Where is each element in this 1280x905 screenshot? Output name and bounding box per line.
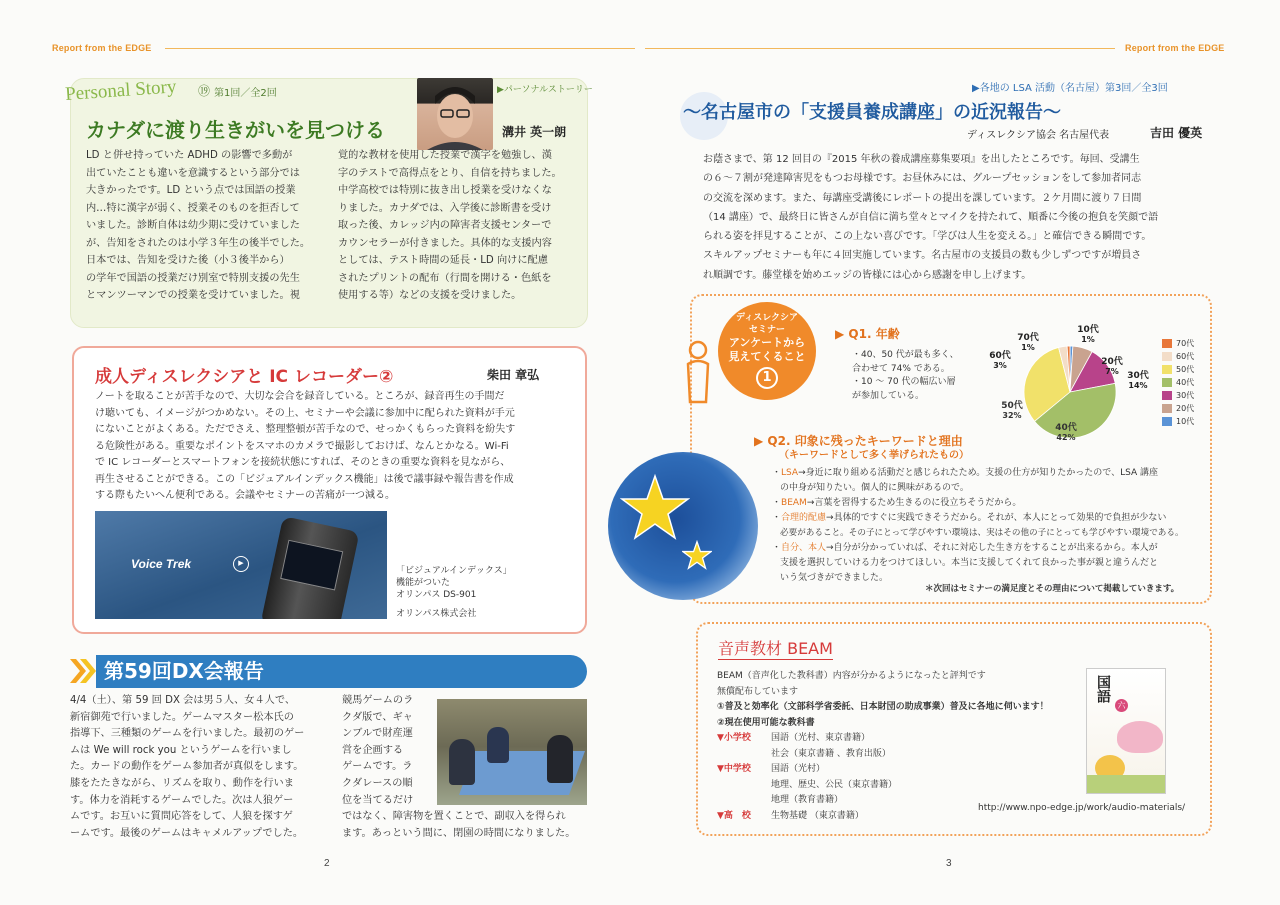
lsa-line: られる姿を拝見することが、この上ない喜びです。「学びは人生を変える。」と確信できる瞬間です。 [703, 231, 1152, 243]
q2-text: 必要があること。その子にとって学びやすい環境は、実はその他の子にとっても学びやすい環境である。 [780, 528, 1184, 538]
ic-line: る危険性がある。重要なポイントをスマホのカメラで撮影しておけば、なんとかなる。Wi-Fi [95, 440, 509, 452]
lsa-line: お蔭さまで、第 12 回目の『2015 年秋の養成講座募集要項』を出したところです。毎回、受講生 [703, 154, 1140, 165]
level-item: 生物基礎 （東京書籍） [771, 810, 864, 821]
legend-item-70代 [1162, 337, 1194, 350]
ps-line: 内…特に漢字が弱く、授業そのものを拒否して [86, 202, 300, 214]
star-icon [620, 472, 690, 542]
lsa-line: （14 講座）で、最終日に皆さんが自信に満ち堂々とマイクを持たれて、順番に今後の抱負を笑顔で語 [703, 211, 1159, 223]
ic-line: ノートを取ることが苦手なので、大切な会合を録音している。ところが、録音再生の手間だ [95, 391, 505, 402]
person-icon [684, 340, 712, 410]
ps-line: カウンセラーが付きました。具体的な支援内容 [338, 237, 552, 249]
dx-line: クダレースの順 [342, 777, 413, 789]
level-item: 地理、歴史、公民（東京書籍） [771, 779, 898, 790]
legend-label: 70代 [1176, 339, 1195, 348]
pie-label-70代: 70代 1% [1017, 333, 1039, 352]
header-right: Report from the EDGE [1125, 43, 1225, 53]
dx-report-title: 第59回DX会報告 [104, 659, 264, 683]
pie-label-60代: 60代 3% [989, 351, 1011, 370]
lsa-line: れ順調です。藤堂様を始めエッジの皆様には心から感謝を申し上げます。 [703, 269, 1032, 281]
ps-line: 中学高校では特別に抜き出し授業を受けなくな [338, 185, 552, 196]
q2-text: いう気づきができました。 [780, 573, 889, 583]
dx-line: す。体力を消耗するゲームでした。次は人狼ゲー [70, 794, 294, 806]
q2-key: 合理的配慮 [781, 513, 827, 523]
header-rule-right [645, 48, 1115, 49]
device-brand-text: Voice Trek [131, 557, 192, 571]
beam-levels [717, 731, 957, 824]
lsa-line: の６〜７割が発達障害児をもつお母様です。お昼休みには、グループセッションをして参加者同志 [703, 173, 1142, 185]
pie-label-10代: 10代 1% [1077, 325, 1099, 344]
book-title: 国語 [1095, 675, 1111, 703]
lsa-body [703, 150, 1213, 285]
ic-recorder-photo [95, 511, 387, 619]
dx-report-col1 [70, 693, 332, 842]
person-figure [547, 735, 573, 783]
q2-key: 自分、本人 [781, 543, 827, 553]
q2-item-hairyo: ・合理的配慮→具体的ですぐに実践できそうだから。それが、本人にとって効果的で負担が少ない [772, 513, 1167, 523]
dx-arrow-icon [70, 659, 96, 683]
dx-line: た。カードの動作をゲーム参加者が真似をします。 [70, 761, 304, 773]
legend-item-40代 [1162, 376, 1194, 389]
dx-line: ゲームです。ラ [342, 761, 413, 773]
beam-point: ①普及と効率化（文部科学省委託、日本財団の助成事業）普及に各地に伺います！ [717, 702, 1049, 712]
q2-subtitle: （キーワードとして多く挙げられたもの） [779, 450, 969, 461]
dx-line: ます。あっという間に、閉園の時間になりました。 [342, 827, 576, 839]
level-label: ▼高 校 [717, 810, 751, 821]
legend-label: 60代 [1176, 352, 1195, 361]
level-item: 社会（東京書籍 、教育出版） [771, 748, 891, 759]
pie-legend [1162, 337, 1194, 428]
caption-line: オリンパス DS-901 [396, 590, 477, 600]
q1-title: ▶ Q1. 年齢 [835, 327, 900, 341]
personal-story-category: ▶パーソナルストーリー [497, 85, 593, 95]
legend-label: 30代 [1176, 391, 1195, 400]
header-left: Report from the EDGE [52, 43, 152, 53]
legend-label: 10代 [1176, 417, 1195, 426]
ic-line: する際もたいへん便利である。会議やセミナーの苦痛が一つ減る。 [95, 490, 395, 501]
dx-line: 新宿御苑で行いました。ゲームマスター松本氏の [70, 711, 294, 723]
page-number-left: 2 [324, 858, 330, 869]
beam-body [717, 669, 1087, 731]
ps-line: 使用する等）などの支援を受けました。 [338, 290, 522, 301]
legend-label: 20代 [1176, 404, 1195, 413]
q2-key: LSA [781, 468, 799, 478]
age-pie-chart [960, 320, 1160, 450]
dx-line: ンブルで財産運 [342, 728, 413, 740]
pie-label-30代: 30代 14% [1127, 371, 1149, 390]
recorder-screen [280, 540, 343, 591]
level-item: 国語（光村、東京書籍） [771, 733, 871, 743]
q2-text: の中身が知りたい。個人的に興味があるので。 [780, 483, 969, 493]
dx-line: 指導下、三種類のゲームを行いました。最初のゲー [70, 728, 305, 740]
pie-label-20代: 20代 7% [1101, 357, 1123, 376]
personal-story-col1 [86, 147, 334, 305]
badge-number-circle [756, 367, 778, 389]
q1-note-line: が参加している。 [852, 390, 925, 401]
page-number-right: 3 [946, 858, 952, 869]
q1-note-line: ・10 〜 70 代の幅広い層 [852, 377, 956, 387]
pie-label-40代: 40代 42% [1055, 423, 1077, 442]
q2-text: →言葉を習得するため生きるのに役立ちそうだから。 [806, 498, 1022, 508]
personal-story-author: 溝井 英一朗 [502, 125, 567, 139]
ps-line: 日本では、告知を受けた後（小３後半から） [86, 255, 290, 266]
dx-line: ムです。お互いに質問応答をして、人狼を探すゲ [70, 811, 293, 823]
q2-item-beam: ・BEAM→言葉を習得するため生きるのに役立ちそうだから。 [772, 498, 1022, 508]
textbook-cover [1086, 668, 1166, 794]
ic-line: け聴いても、イメージがつかめない。その上、セミナーや会議に参加中に配られた資料が手元 [95, 407, 515, 419]
play-icon: ▶ [233, 556, 249, 572]
level-item: 地理（教育書籍） [771, 795, 844, 805]
lsa-title: 〜名古屋市の「支援員養成講座」の近況報告〜 [683, 102, 1061, 123]
dx-line: クダ版で、ギャ [342, 711, 413, 723]
ps-line: LD と併せ持っていた ADHD の影響で多動が [86, 150, 293, 161]
badge-line: ディスレクシア [735, 313, 799, 323]
badge-line: 見えてくること [728, 350, 806, 363]
q1-notes [852, 349, 959, 403]
q2-item-jibun: ・自分、本人→自分が分かっていれば、それに対応した生き方をすることが出来るから。本人が [772, 543, 1158, 553]
legend-item-30代 [1162, 389, 1194, 402]
ic-line: で IC レコーダーとスマートフォンを接続状態にすれば、そのときの重要な資料を見ながら、 [95, 457, 511, 468]
legend-item-20代 [1162, 402, 1194, 415]
dx-line: 4/4（土）、第 59 回 DX 会は男５人、女４人で、 [70, 695, 296, 706]
ps-line: されたプリントの配布（行間を開ける・色紙を [338, 272, 552, 284]
elephant-illustration [1117, 721, 1163, 753]
badge-number: 1 [762, 370, 772, 385]
legend-label: 40代 [1176, 378, 1195, 387]
ps-line: りました。カナダでは、入学後に診断書を受け [338, 202, 552, 214]
ic-photo-credit: オリンパス株式会社 [396, 609, 477, 619]
ps-line: 出ていたことも違いを意識するという部分では [86, 167, 300, 179]
personal-story-title: カナダに渡り生きがいを見つける [86, 118, 385, 142]
beam-title: 音声教材 BEAM [718, 636, 833, 660]
personal-story-part: 第1回／全2回 [214, 88, 277, 99]
dx-line: 位を当てるだけ [342, 794, 414, 806]
recorder-device [260, 516, 359, 619]
level-row [717, 762, 957, 809]
legend-swatch [1162, 365, 1172, 374]
level-row [717, 809, 957, 825]
personal-story-col2 [338, 147, 584, 305]
beam-intro: BEAM（音声化した教科書）内容が分かるようになったと評判です [717, 671, 986, 681]
ic-article-body [95, 389, 575, 505]
ps-line: 字のテストで高得点をとり、自信を持ちました。 [338, 167, 562, 179]
dx-line: ではなく、障害物を置くことで、副収入を得られ [342, 811, 566, 822]
ps-line: いました。診断自体は幼少期に受けていました [86, 220, 300, 231]
q1-note-line: 合わせて 74% である。 [852, 363, 950, 374]
level-label: ▼中学校 [717, 764, 751, 774]
star-icon [682, 540, 712, 570]
ic-article-author: 柴田 章弘 [487, 368, 540, 382]
personal-story-label: Personal Story [64, 76, 178, 106]
legend-swatch [1162, 378, 1172, 387]
ic-line: 再生させることができる。この「ビジュアルインデックス機能」は後で議事録や報告書を作成 [95, 473, 514, 485]
lsa-tag: ▶各地の LSA 活動（名古屋）第3回／全3回 [972, 83, 1168, 94]
badge-line: アンケートから [728, 336, 806, 349]
beam-intro: 無償配布しています [717, 686, 799, 697]
beam-url-link[interactable]: http://www.npo-edge.jp/work/audio-materials/ [978, 803, 1186, 813]
caption-line: 機能がついた [396, 578, 451, 588]
legend-label: 50代 [1176, 365, 1195, 374]
person-figure [487, 727, 509, 763]
ps-line: とマンツーマンでの授業を受けていました。視 [86, 290, 300, 301]
legend-item-50代 [1162, 363, 1194, 376]
level-item: 国語（光村） [771, 764, 826, 774]
legend-swatch [1162, 352, 1172, 361]
grass-illustration [1087, 775, 1166, 794]
dx-report-col2 [342, 693, 432, 809]
legend-item-10代 [1162, 415, 1194, 428]
ps-line: 取った後、カレッジ内の障害者支援センターで [338, 220, 552, 231]
q2-items [772, 466, 1192, 586]
dx-line: ームです。最後のゲームはキャメルアップでした。 [70, 827, 304, 839]
dx-line: ムは We will rock you というゲームを行いまし [70, 744, 292, 756]
badge-line: セミナー [748, 325, 785, 335]
legend-swatch [1162, 404, 1172, 413]
level-row [717, 731, 957, 762]
caption-line: 「ビジュアルインデックス」 [396, 566, 512, 576]
dx-event-photo [437, 699, 587, 805]
q2-key: BEAM [781, 498, 807, 508]
q2-text: →自分が分かっていれば、それに対応した生き方をすることが出来るから。本人が [826, 543, 1158, 553]
ic-photo-caption [396, 565, 512, 601]
ps-line: の学年で国語の授業だけ別室で特別支援の先生 [86, 272, 300, 284]
survey-footnote: ＊次回はセミナーの満足度とその理由について掲載していきます。 [925, 584, 1180, 594]
lsa-author-name: 吉田 優英 [1150, 126, 1203, 140]
beam-point: ②現在使用可能な教科書 [717, 717, 815, 728]
author-photo [417, 78, 493, 150]
ic-line: にないことがよくある。ただでさえ、整理整頓が苦手なので、せっかくもらった資料を紛失す [95, 424, 516, 435]
header-rule-left [165, 48, 635, 49]
lsa-line: の交流を深めます。また、毎講座受講後にレポートの提出を課しています。２ケ月間に渡り７日間 [703, 192, 1142, 204]
dx-line: 営を企画する [342, 744, 404, 756]
lsa-author-org: ディスレクシア協会 名古屋代表 [967, 130, 1110, 141]
q2-text: 支援を選択していける力をつけてほしい。本当に支援してくれて良かった事が親と違うんだと [780, 558, 1159, 568]
person-figure [449, 739, 475, 785]
lsa-line: スキルアップセミナーも年に４回実施しています。名古屋市の支援員の数も少しずつですが増員さ [703, 250, 1142, 262]
personal-story-number: ⑲ [198, 84, 211, 98]
level-label: ▼小学校 [717, 733, 751, 743]
dx-line: 競馬ゲームのラ [342, 695, 414, 706]
personal-story-heading [66, 78, 396, 108]
q2-text: →具体的ですぐに実践できそうだから。それが、本人にとって効果的で負担が少ない [826, 513, 1167, 523]
legend-swatch [1162, 339, 1172, 348]
book-grade: 六 [1115, 699, 1128, 712]
ps-line: としては、テスト時間の延長・LD 向けに配慮 [338, 255, 548, 266]
pie-label-50代: 50代 32% [1001, 401, 1023, 420]
dx-report-bottom [342, 809, 592, 842]
q2-title: ▶ Q2. 印象に残ったキーワードと理由 [754, 434, 963, 448]
ps-line: 大きかったです。LD という点では国語の授業 [86, 185, 296, 196]
ps-line: が、告知をされたのは小学３年生の後半でした。 [86, 237, 311, 249]
dx-report-title-bar [96, 655, 587, 688]
legend-swatch [1162, 417, 1172, 426]
ic-article-title: 成人ディスレクシアと IC レコーダー② [95, 367, 394, 387]
ps-line: 覚的な教材を使用した授業で漢字を勉強し、漢 [338, 150, 552, 161]
legend-item-60代 [1162, 350, 1194, 363]
survey-badge [718, 302, 816, 400]
q2-item-lsa: ・LSA→身近に取り組める活動だと感じられたため。支援の仕方が知りたかったので、LSA 講座 [772, 468, 1158, 478]
dx-line: 膝をたたきながら、リズムを取り、動作を行いま [70, 777, 294, 789]
legend-swatch [1162, 391, 1172, 400]
q1-note-line: ・40、50 代が最も多く、 [852, 350, 959, 360]
q2-text: →身近に取り組める活動だと感じられたため。支援の仕方が知りたかったので、LSA 講座 [798, 468, 1158, 478]
